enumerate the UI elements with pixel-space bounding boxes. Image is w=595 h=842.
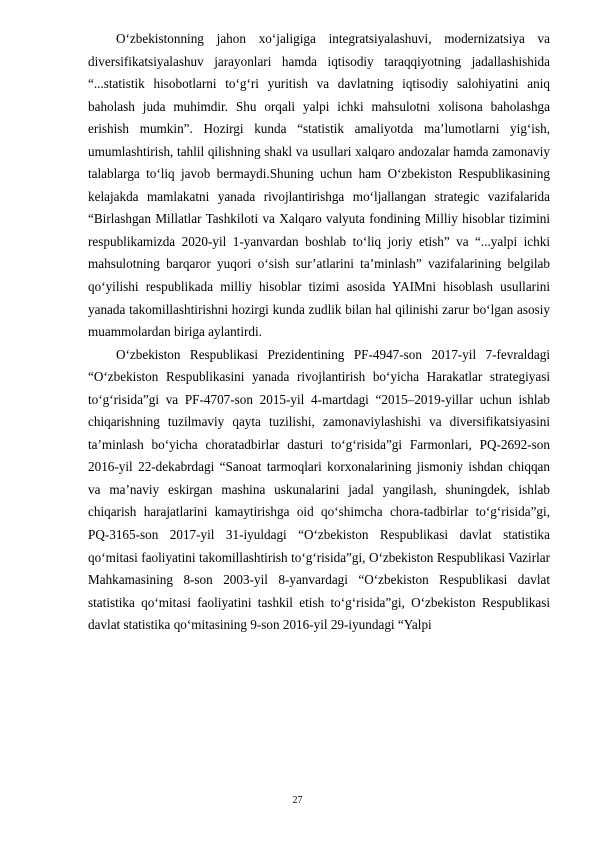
document-body	[88, 28, 550, 637]
paragraph-decrees: O‘zbekiston Respublikasi Prezidentining PF-4947-son 2017-yil 7-fevraldagi “O‘zbekiston Respublikasini yanada rivojlantirish bo‘yicha Harakatlar strategiyasi to‘g‘risida”gi va PF-4707-son 2015-yil 4-martdagi “2015–2019-yillar uchun ishlab chiqarishning tuzilmaviy qayta tuzilishi, zamonaviylashishi va diversifikatsiyasini ta’minlash bo‘yicha choratadbirlar dasturi to‘g‘risida”gi Farmonlari, PQ-2692-son 2016-yil 22-dekabrdagi “Sanoat tarmoqlari korxonalarining jismoniy ishdan chiqqan va ma’naviy eskirgan mashina uskunalarini jadal yangilash, shuningdek, ishlab chiqarish harajatlarini kamaytirishga oid qo‘shimcha chora-tadbirlar to‘g‘risida”gi, PQ-3165-son 2017-yil 31-iyuldagi “O‘zbekiston Respublikasi davlat statistika qo‘mitasi faoliyatini takomillashtirish to‘g‘risida”gi, O‘zbekiston Respublikasi Vazirlar Mahkamasining 8-son 2003-yil 8-yanvardagi “O‘zbekiston Respublikasi davlat statistika qo‘mitasi faoliyatini tashkil etish to‘g‘risida”gi, O‘zbekiston Respublikasi davlat statistika qo‘mitasining 9-son 2016-yil 29-iyundagi “Yalpi	[88, 346, 550, 633]
paragraph-integration: O‘zbekistonning jahon xo‘jaligiga integratsiyalashuvi, modernizatsiya va diversifikatsiyalashuv jarayonlari hamda iqtisodiy taraqqiyotning jadallashishida “...statistik hisobotlarni to‘g‘ri yuritish va davlatning iqtisodiy salohiyatini aniq baholash juda muhimdir. Shu orqali yalpi ichki mahsulotni xolisona baholashga erishish mumkin”. Hozirgi kunda “statistik amaliyotda ma’lumotlarni yig‘ish, umumlashtirish, tahlil qilishning shakl va usullari xalqaro andozalar hamda zamonaviy talablarga to‘liq javob bermaydi.Shuning uchun ham O‘zbekiston Respublikasining kelajakda mamlakatni yanada rivojlantirishga mo‘ljallangan strategic vazifalarida “Birlashgan Millatlar Tashkiloti va Xalqaro valyuta fondining Milliy hisoblar tizimini respublikamizda 2020-yil 1-yanvardan boshlab to‘liq joriy etish” va “...yalpi ichki mahsulotning barqaror yuqori o‘sish sur’atlarini ta’minlash” vazifalarining belgilab qo‘yilishi respublikada milliy hisoblar tizimi asosida YAIMni hisoblash usullarini yanada takomillashtirishni hozirgi kunda zudlik bilan hal qilinishi zarur bo‘lgan asosiy muammolardan biriga aylantirdi.	[88, 31, 550, 340]
page-number: 27	[292, 795, 303, 806]
